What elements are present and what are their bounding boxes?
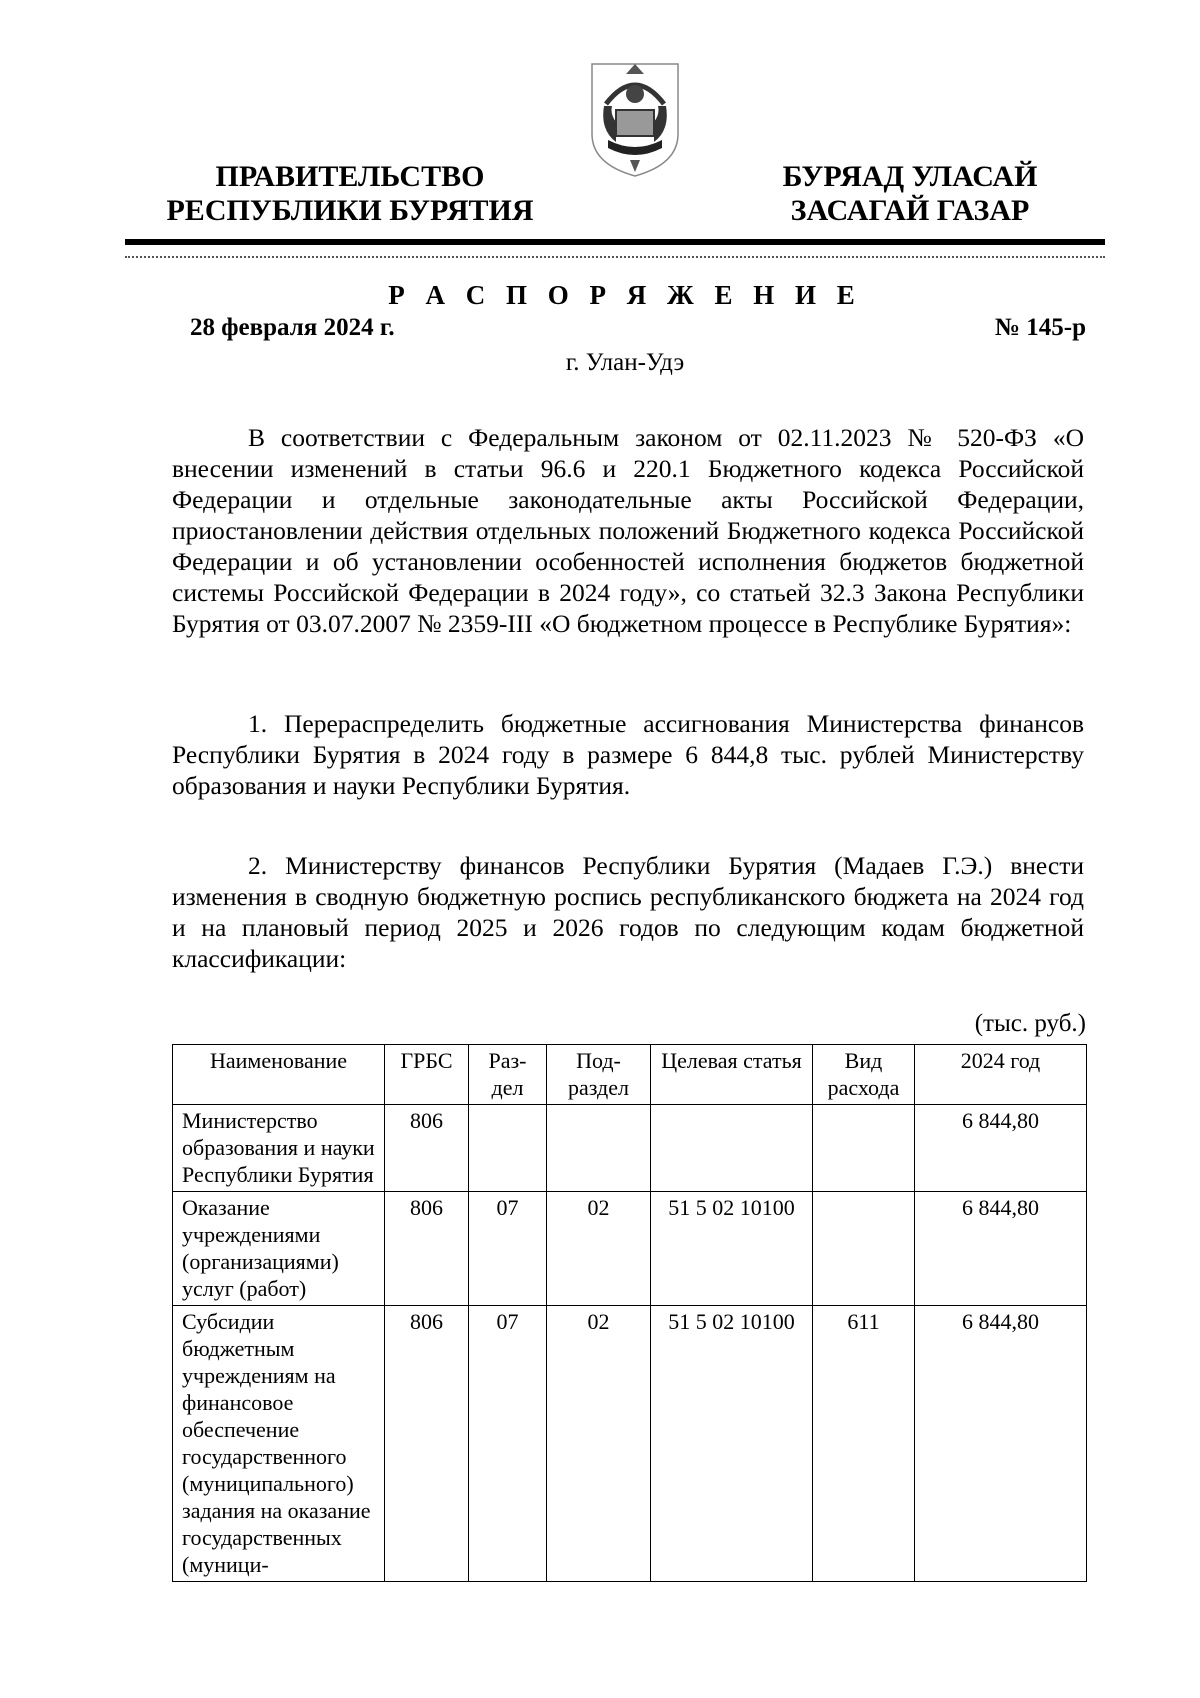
table-row xyxy=(173,1306,1087,1582)
col-header-subsection: Под-раздел xyxy=(547,1045,651,1105)
col-header-section: Раз-дел xyxy=(469,1045,547,1105)
table-row xyxy=(173,1105,1087,1192)
intro-paragraph xyxy=(172,422,1084,639)
cell-grbs: 806 xyxy=(385,1105,469,1192)
document-city: г. Улан-Удэ xyxy=(565,349,685,376)
header-left-line-2: РЕСПУБЛИКИ БУРЯТИЯ xyxy=(166,194,534,227)
cell-target-article: 51 5 02 10100 xyxy=(651,1306,813,1582)
table-unit: (тыс. руб.) xyxy=(974,1010,1086,1037)
cell-grbs: 806 xyxy=(385,1192,469,1306)
cell-amount: 6 844,80 xyxy=(915,1192,1087,1306)
item-2-paragraph xyxy=(172,850,1084,974)
cell-target-article xyxy=(651,1105,813,1192)
document-date: 28 февраля 2024 г. xyxy=(190,314,395,341)
item-2-text: 2. Министерству финансов Республики Бурятия (Мадаев Г.Э.) внести изменения в сводную бюджетную роспись республиканского бюджета на 2024 год и на плановый период 2025 и 2026 годов по следующим кодам бюджетной классификации: xyxy=(172,851,1084,973)
col-header-grbs: ГРБС xyxy=(385,1045,469,1105)
cell-expense-type xyxy=(813,1105,915,1192)
cell-name: Субсидии бюджетным учреждениям на финансовое обеспечение государственного (муниципального) задания на оказание государственных (муници- xyxy=(173,1306,385,1582)
document-number: № 145-р xyxy=(994,314,1086,341)
cell-section: 07 xyxy=(469,1306,547,1582)
cell-section: 07 xyxy=(469,1192,547,1306)
col-header-name: Наименование xyxy=(173,1045,385,1105)
table-header-row xyxy=(173,1045,1087,1105)
cell-target-article: 51 5 02 10100 xyxy=(651,1192,813,1306)
table-row xyxy=(173,1192,1087,1306)
cell-subsection: 02 xyxy=(547,1192,651,1306)
intro-text: В соответствии с Федеральным законом от 02.11.2023 № 520-ФЗ «О внесении изменений в статьи 96.6 и 220.1 Бюджетного кодекса Российской Федерации и отдельные законодательные акты Российской Федерации, приостановлении действия отдельных положений Бюджетного кодекса Российской Федерации и об установлении особенностей исполнения бюджетов бюджетной системы Российской Федерации в 2024 году», со статьей 32.3 Закона Республики Бурятия от 03.07.2007 № 2359-III «О бюджетном процессе в Республике Бурятия»: xyxy=(172,423,1084,638)
cell-section xyxy=(469,1105,547,1192)
cell-subsection: 02 xyxy=(547,1306,651,1582)
header-left xyxy=(160,160,540,228)
cell-expense-type xyxy=(813,1192,915,1306)
header-left-line-1: ПРАВИТЕЛЬСТВО xyxy=(215,160,485,193)
header-right xyxy=(760,160,1060,228)
header-right-line-2: ЗАСАГАЙ ГАЗАР xyxy=(790,194,1030,227)
col-header-2024: 2024 год xyxy=(915,1045,1087,1105)
col-header-target-article: Целевая статья xyxy=(651,1045,813,1105)
budget-table xyxy=(172,1044,1087,1582)
cell-name: Оказание учреждениями (организациями) услуг (работ) xyxy=(173,1192,385,1306)
cell-amount: 6 844,80 xyxy=(915,1105,1087,1192)
cell-name: Министерство образования и науки Республики Бурятия xyxy=(173,1105,385,1192)
header-right-line-1: БУРЯАД УЛАСАЙ xyxy=(782,160,1038,193)
cell-amount: 6 844,80 xyxy=(915,1306,1087,1582)
item-1-paragraph xyxy=(172,708,1084,801)
item-1-text: 1. Перераспределить бюджетные ассигнования Министерства финансов Республики Бурятия в 2024 году в размере 6 844,8 тыс. рублей Министерству образования и науки Республики Бурятия. xyxy=(172,709,1084,800)
cell-subsection xyxy=(547,1105,651,1192)
document-type: Р А С П О Р Я Ж Е Н И Е xyxy=(388,280,862,310)
col-header-expense-type: Вид расхода xyxy=(813,1045,915,1105)
cell-expense-type: 611 xyxy=(813,1306,915,1582)
cell-grbs: 806 xyxy=(385,1306,469,1582)
coat-of-arms-icon xyxy=(586,56,684,180)
header-divider-thick xyxy=(125,239,1105,245)
header-divider-thin xyxy=(125,256,1105,258)
